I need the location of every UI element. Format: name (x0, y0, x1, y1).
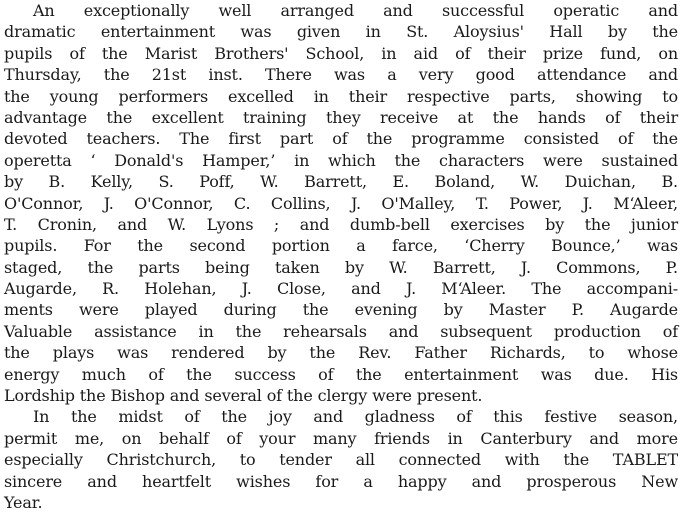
text-line: staged, the parts being taken by W. Barrett, J. Commons, P. (4, 257, 678, 277)
text-line: O'Connor, J. O'Connor, C. Collins, J. O'Malley, T. Power, J. M‘Aleer, (4, 193, 678, 213)
text-line: pupils of the Marist Brothers' School, in aid of their prize fund, on (4, 43, 678, 63)
text-line: pupils. For the second portion a farce, ‘Cherry Bounce,’ was (4, 236, 678, 256)
text-line: sincere and heartfelt wishes for a happy and prosperous New (4, 471, 678, 491)
text-line: the plays was rendered by the Rev. Father Richards, to whose (4, 343, 678, 363)
paragraph-2 (4, 406, 678, 513)
paragraph-1 (4, 0, 678, 406)
text-line: energy much of the success of the entertainment was due. His (4, 364, 678, 384)
text-line: Year. (4, 492, 43, 512)
text-line: devoted teachers. The first part of the programme consisted of the (4, 129, 678, 149)
text-line: Valuable assistance in the rehearsals and subsequent production of (4, 321, 678, 341)
text-line: permit me, on behalf of your many friends in Canterbury and more (4, 428, 678, 448)
text-line: In the midst of the joy and gladness of this festive season, (33, 407, 678, 427)
text-line: operetta ‘ Donald's Hamper,’ in which the characters were sustained (4, 150, 678, 170)
text-line: dramatic entertainment was given in St. Aloysius' Hall by the (4, 22, 678, 42)
text-line: An exceptionally well arranged and successful operatic and (33, 1, 678, 20)
text-line: Augarde, R. Holehan, J. Close, and J. M‘Aleer. The accompani- (4, 279, 678, 299)
article-column (4, 0, 678, 513)
text-line: Thursday, the 21st inst. There was a very good attendance and (4, 65, 678, 85)
text-line: ments were played during the evening by Master P. Augarde (4, 300, 678, 320)
text-line: the young performers excelled in their respective parts, showing to (4, 86, 678, 106)
text-line: advantage the excellent training they receive at the hands of their (4, 107, 678, 127)
text-line: by B. Kelly, S. Poff, W. Barrett, E. Boland, W. Duichan, B. (4, 172, 678, 192)
text-line: Lordship the Bishop and several of the clergy were present. (4, 386, 483, 406)
text-line: especially Christchurch, to tender all connected with the TABLET (4, 450, 678, 470)
text-line: T. Cronin, and W. Lyons ; and dumb-bell exercises by the junior (4, 214, 678, 234)
